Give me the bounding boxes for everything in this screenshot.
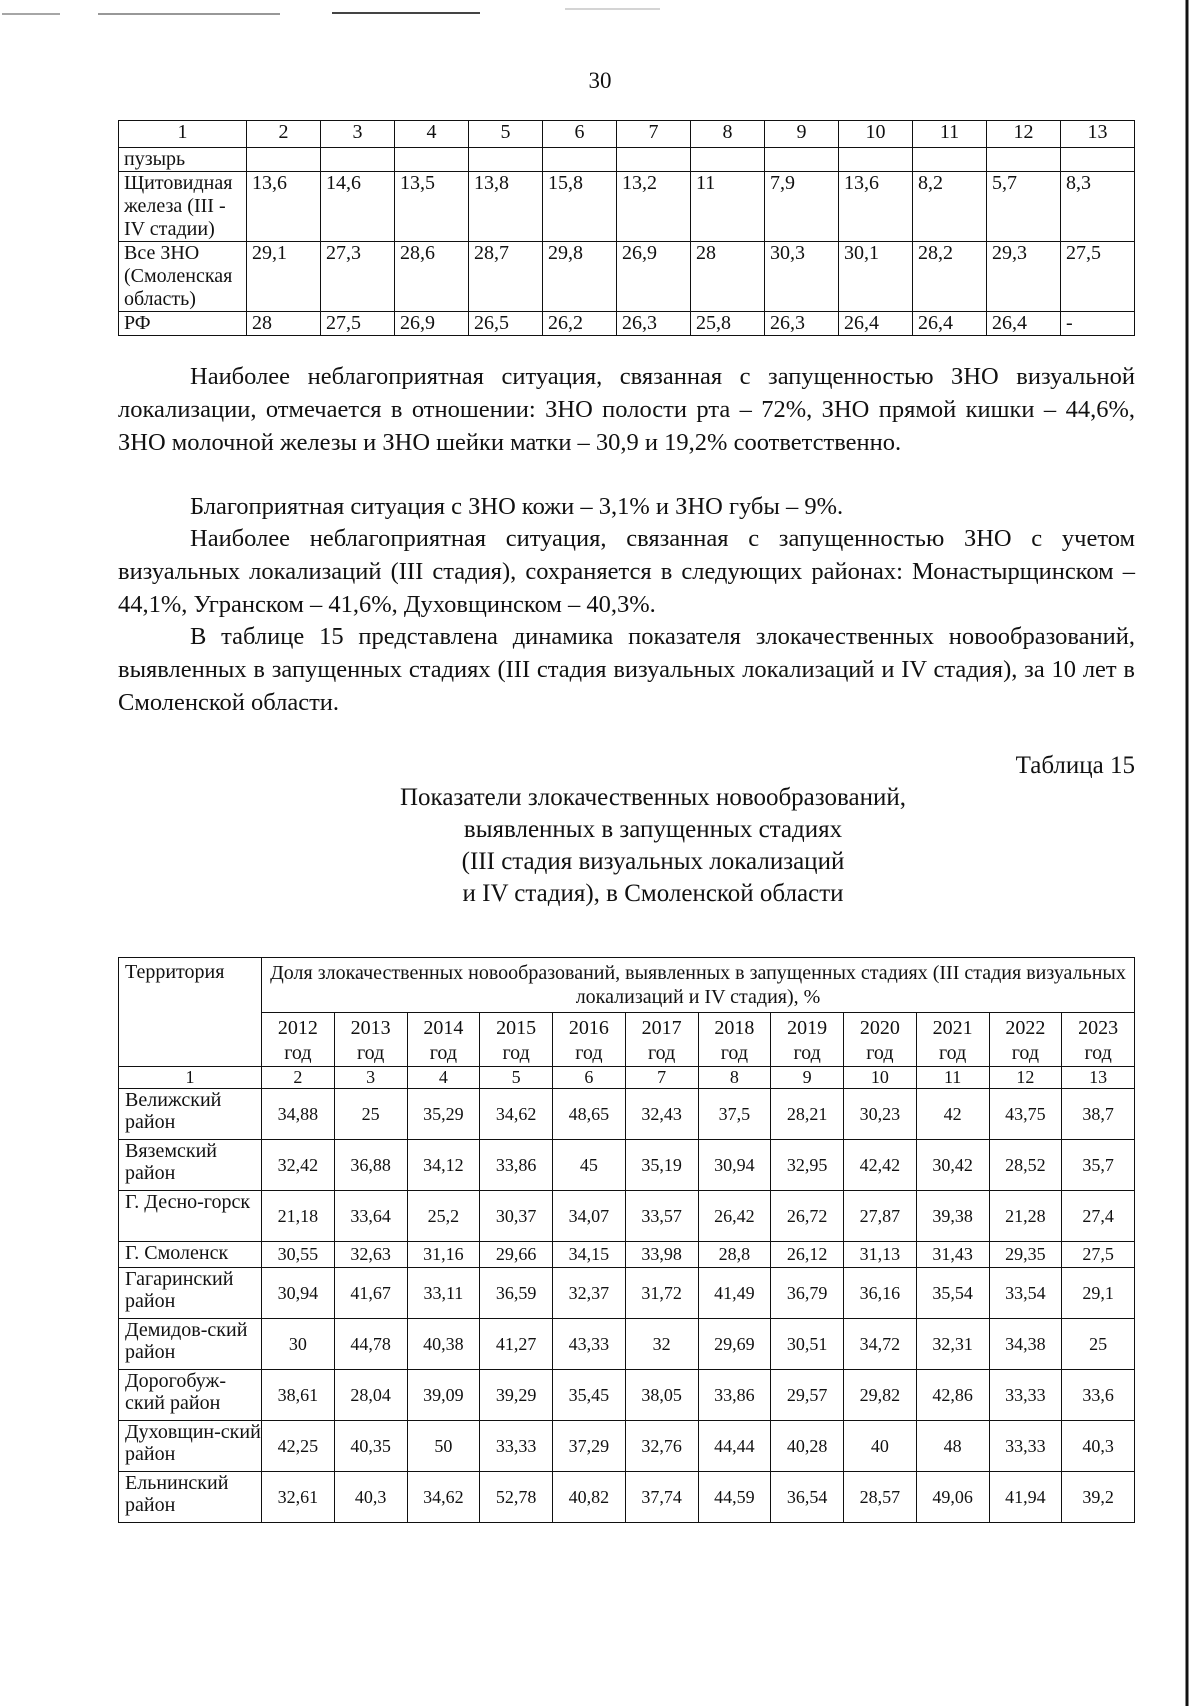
table-cell: 27,5 (1062, 1242, 1135, 1268)
table-cell: 15,8 (543, 172, 617, 242)
table-cell: 32,63 (334, 1242, 407, 1268)
table-cell: 27,5 (1061, 242, 1135, 312)
table-cell: 43,75 (989, 1089, 1062, 1140)
table-cell: 39,29 (480, 1370, 553, 1421)
territory-name: Вяземский район (119, 1140, 262, 1191)
table-cell (247, 148, 321, 172)
territory-name: Духовщин-ский район (119, 1421, 262, 1472)
table-row (119, 1089, 1135, 1140)
table-cell: 32,43 (625, 1089, 698, 1140)
table-cell: 31,43 (916, 1242, 989, 1268)
table-cell: 36,54 (771, 1472, 844, 1523)
column-number: 7 (625, 1067, 698, 1089)
table-cell: 28,2 (913, 242, 987, 312)
row-label: РФ (119, 312, 247, 336)
table-header-cell: 13 (1061, 121, 1135, 148)
table-cell: 13,6 (247, 172, 321, 242)
table-cell: 26,4 (839, 312, 913, 336)
table-cell: 21,28 (989, 1191, 1062, 1242)
table-cell: 30,1 (839, 242, 913, 312)
table-cell: 13,2 (617, 172, 691, 242)
table-15 (118, 957, 1135, 1523)
table-cell: 33,86 (480, 1140, 553, 1191)
table-cell: 36,79 (771, 1268, 844, 1319)
table-cell: 31,72 (625, 1268, 698, 1319)
table-cell: 29,1 (1062, 1268, 1135, 1319)
table-cell: 48,65 (553, 1089, 626, 1140)
table-row (119, 1319, 1135, 1370)
table-label: Таблица 15 (1015, 752, 1135, 779)
year-header: 2015 год (480, 1013, 553, 1067)
table-cell: 40,3 (1062, 1421, 1135, 1472)
table-cell: 33,33 (989, 1421, 1062, 1472)
table-cell: 37,74 (625, 1472, 698, 1523)
table-cell: 29,35 (989, 1242, 1062, 1268)
territory-name: Ельнинский район (119, 1472, 262, 1523)
table-cell: 30,37 (480, 1191, 553, 1242)
table-cell: 41,94 (989, 1472, 1062, 1523)
table-cell: 26,3 (617, 312, 691, 336)
column-number: 3 (334, 1067, 407, 1089)
table-cell: 29,69 (698, 1319, 771, 1370)
table-cell: 45 (553, 1140, 626, 1191)
table-cell: 33,6 (1062, 1370, 1135, 1421)
table-cell: 31,16 (407, 1242, 480, 1268)
table-cell: 40,82 (553, 1472, 626, 1523)
table-cell (765, 148, 839, 172)
table-cell: 26,12 (771, 1242, 844, 1268)
table-cell: 26,4 (913, 312, 987, 336)
table-cell: 28,21 (771, 1089, 844, 1140)
table-header-cell: 11 (913, 121, 987, 148)
table-cell: 26,2 (543, 312, 617, 336)
table-header-cell: 7 (617, 121, 691, 148)
table-cell: 40 (844, 1421, 917, 1472)
table-cell: 38,61 (262, 1370, 335, 1421)
table-cell: 28,8 (698, 1242, 771, 1268)
table-cell: 28 (247, 312, 321, 336)
table-row (119, 1140, 1135, 1191)
table-header-cell: 5 (469, 121, 543, 148)
column-number: 1 (119, 1067, 262, 1089)
table-cell: 8,2 (913, 172, 987, 242)
table-cell: 26,3 (765, 312, 839, 336)
table-cell (691, 148, 765, 172)
column-number: 9 (771, 1067, 844, 1089)
table-cell: 38,05 (625, 1370, 698, 1421)
table-cell: 25 (1062, 1319, 1135, 1370)
table-cell (617, 148, 691, 172)
table-cell: - (1061, 312, 1135, 336)
table-cell: 34,07 (553, 1191, 626, 1242)
table-cell (987, 148, 1061, 172)
table-cell: 26,9 (395, 312, 469, 336)
table-header-cell: 10 (839, 121, 913, 148)
table-cell: 34,88 (262, 1089, 335, 1140)
table-cell: 37,5 (698, 1089, 771, 1140)
table-cell: 32 (625, 1319, 698, 1370)
table-cell: 35,54 (916, 1268, 989, 1319)
table-cell: 28,7 (469, 242, 543, 312)
column-number: 12 (989, 1067, 1062, 1089)
table-cell: 30,3 (765, 242, 839, 312)
row-label: Щитовидная железа (III - IV стадии) (119, 172, 247, 242)
table-cell: 38,7 (1062, 1089, 1135, 1140)
table-cell (913, 148, 987, 172)
table-cell: 35,29 (407, 1089, 480, 1140)
table-row (119, 1370, 1135, 1421)
year-header: 2019 год (771, 1013, 844, 1067)
table-cell: 44,44 (698, 1421, 771, 1472)
table-cell: 36,59 (480, 1268, 553, 1319)
table-cell: 35,19 (625, 1140, 698, 1191)
year-header: 2017 год (625, 1013, 698, 1067)
column-number: 8 (698, 1067, 771, 1089)
year-header: 2012 год (262, 1013, 335, 1067)
table-cell: 40,28 (771, 1421, 844, 1472)
table-cell: 30,42 (916, 1140, 989, 1191)
table-cell: 42 (916, 1089, 989, 1140)
year-header: 2014 год (407, 1013, 480, 1067)
column-number: 2 (262, 1067, 335, 1089)
table-cell: 37,29 (553, 1421, 626, 1472)
table-row (119, 1242, 1135, 1268)
table-cell: 44,78 (334, 1319, 407, 1370)
table-header-cell: 8 (691, 121, 765, 148)
table-cell: 33,57 (625, 1191, 698, 1242)
table-cell: 34,12 (407, 1140, 480, 1191)
table-cell: 32,95 (771, 1140, 844, 1191)
table-header-cell: 3 (321, 121, 395, 148)
table-cell: 34,62 (407, 1472, 480, 1523)
table-header-cell: 2 (247, 121, 321, 148)
table-cell (839, 148, 913, 172)
table-cell: 26,9 (617, 242, 691, 312)
table-cell: 33,64 (334, 1191, 407, 1242)
table-cell: 33,98 (625, 1242, 698, 1268)
table-cell: 26,72 (771, 1191, 844, 1242)
table-cell: 25,8 (691, 312, 765, 336)
table-cell: 44,59 (698, 1472, 771, 1523)
row-label: Все ЗНО (Смоленская область) (119, 242, 247, 312)
table-cell: 28,04 (334, 1370, 407, 1421)
table-cell: 33,33 (480, 1421, 553, 1472)
table-cell: 8,3 (1061, 172, 1135, 242)
table-cell: 26,4 (987, 312, 1061, 336)
table-header-cell: 12 (987, 121, 1061, 148)
table-row (119, 1268, 1135, 1319)
territory-name: Г. Смоленск (119, 1242, 262, 1268)
territory-name: Велижский район (119, 1089, 262, 1140)
table-cell (543, 148, 617, 172)
year-header: 2018 год (698, 1013, 771, 1067)
table-cell: 13,6 (839, 172, 913, 242)
table-title: Показатели злокачественных новообразований, выявленных в запущенных стадиях (III стадия визуальных локализаций и IV стадия), в Смоленской области (400, 784, 906, 907)
table-cell: 49,06 (916, 1472, 989, 1523)
table-cell: 14,6 (321, 172, 395, 242)
column-number: 13 (1062, 1067, 1135, 1089)
table-cell: 41,27 (480, 1319, 553, 1370)
year-header: 2022 год (989, 1013, 1062, 1067)
table-cell: 40,35 (334, 1421, 407, 1472)
table-cell: 43,33 (553, 1319, 626, 1370)
year-header: 2021 год (916, 1013, 989, 1067)
table-row (119, 1421, 1135, 1472)
scan-artifact-top (0, 0, 1200, 30)
table-cell: 27,4 (1062, 1191, 1135, 1242)
table-cell: 25,2 (407, 1191, 480, 1242)
table-cell: 29,66 (480, 1242, 553, 1268)
year-header-row (119, 1013, 1135, 1067)
table-header-cell: 1 (119, 121, 247, 148)
table-cell (395, 148, 469, 172)
table-cell: 34,15 (553, 1242, 626, 1268)
table-cell: 27,5 (321, 312, 395, 336)
table-row (119, 1191, 1135, 1242)
column-number: 5 (480, 1067, 553, 1089)
table-row (119, 1472, 1135, 1523)
table-cell: 21,18 (262, 1191, 335, 1242)
table-cell: 41,67 (334, 1268, 407, 1319)
table-cell: 36,16 (844, 1268, 917, 1319)
table-cell: 5,7 (987, 172, 1061, 242)
column-number: 11 (916, 1067, 989, 1089)
table-cell: 40,3 (334, 1472, 407, 1523)
table-cell: 30 (262, 1319, 335, 1370)
table-row (119, 148, 1135, 172)
table-cell: 35,45 (553, 1370, 626, 1421)
table-cell: 42,42 (844, 1140, 917, 1191)
table-header-cell: 4 (395, 121, 469, 148)
year-header: 2023 год (1062, 1013, 1135, 1067)
table-cell: 39,09 (407, 1370, 480, 1421)
table-cell: 35,7 (1062, 1140, 1135, 1191)
table-cell (469, 148, 543, 172)
table-cell: 33,86 (698, 1370, 771, 1421)
table-cell: 50 (407, 1421, 480, 1472)
page-number: 30 (588, 68, 612, 93)
paragraph: Наиболее неблагоприятная ситуация, связанная с запущенностью ЗНО с учетом визуальных локализаций (III стадия), сохраняется в следующих районах: Монастырщинском – 44,1%, Угранском – 41,6%, Духовщинском – 40,3%. (118, 525, 1135, 618)
territory-name: Демидов-ский район (119, 1319, 262, 1370)
table-cell: 30,94 (262, 1268, 335, 1319)
table-row (119, 242, 1135, 312)
table-cell: 32,37 (553, 1268, 626, 1319)
table-cell: 42,86 (916, 1370, 989, 1421)
table-cell: 27,87 (844, 1191, 917, 1242)
table-cell: 28,6 (395, 242, 469, 312)
territory-name: Гагаринский район (119, 1268, 262, 1319)
table-cell: 25 (334, 1089, 407, 1140)
column-number: 4 (407, 1067, 480, 1089)
table-header-cell: 9 (765, 121, 839, 148)
table-header-row (119, 958, 1135, 1013)
territory-header: Территория (119, 958, 262, 1067)
column-number: 6 (553, 1067, 626, 1089)
row-label: пузырь (119, 148, 247, 172)
table-cell: 11 (691, 172, 765, 242)
table-cell: 28 (691, 242, 765, 312)
paragraph: Благоприятная ситуация с ЗНО кожи – 3,1% и ЗНО губы – 9%. (190, 493, 844, 520)
table-cell: 26,42 (698, 1191, 771, 1242)
table-cell: 32,31 (916, 1319, 989, 1370)
year-header: 2013 год (334, 1013, 407, 1067)
table-cell: 30,23 (844, 1089, 917, 1140)
table-header-row (119, 121, 1135, 148)
table-cell: 32,61 (262, 1472, 335, 1523)
table-cell: 28,52 (989, 1140, 1062, 1191)
table-cell: 29,3 (987, 242, 1061, 312)
table-cell: 29,1 (247, 242, 321, 312)
table-cell (1061, 148, 1135, 172)
column-number: 10 (844, 1067, 917, 1089)
table-cell: 52,78 (480, 1472, 553, 1523)
table-cell: 31,13 (844, 1242, 917, 1268)
paragraph: В таблице 15 представлена динамика показателя злокачественных новообразований, выявленных в запущенных стадиях (III стадия визуальных локализаций и IV стадия), за 10 лет в Смоленской области. (118, 623, 1135, 716)
table-cell: 29,8 (543, 242, 617, 312)
table-cell: 33,54 (989, 1268, 1062, 1319)
table-cell: 13,8 (469, 172, 543, 242)
table-row (119, 172, 1135, 242)
table-cell: 7,9 (765, 172, 839, 242)
table-cell: 27,3 (321, 242, 395, 312)
table-cell: 29,57 (771, 1370, 844, 1421)
group-header: Доля злокачественных новообразований, выявленных в запущенных стадиях (III стадия визуальных локализаций и IV стадия), % (262, 958, 1135, 1013)
table-cell: 30,94 (698, 1140, 771, 1191)
table-cell: 32,42 (262, 1140, 335, 1191)
table-cell: 34,72 (844, 1319, 917, 1370)
territory-name: Дорогобуж-ский район (119, 1370, 262, 1421)
table-cell: 33,33 (989, 1370, 1062, 1421)
year-header: 2020 год (844, 1013, 917, 1067)
table-continuation (118, 120, 1135, 336)
table-cell: 48 (916, 1421, 989, 1472)
table-cell: 29,82 (844, 1370, 917, 1421)
table-cell: 30,55 (262, 1242, 335, 1268)
table-cell: 41,49 (698, 1268, 771, 1319)
table-cell: 39,2 (1062, 1472, 1135, 1523)
table-cell: 26,5 (469, 312, 543, 336)
paragraph: Наиболее неблагоприятная ситуация, связанная с запущенностью ЗНО визуальной локализации, отмечается в отношении: ЗНО полости рта – 72%, ЗНО прямой кишки – 44,6%, ЗНО молочной железы и ЗНО шейки матки – 30,9 и 19,2% соответственно. (118, 363, 1135, 456)
table-cell: 36,88 (334, 1140, 407, 1191)
table-cell: 30,51 (771, 1319, 844, 1370)
column-number-row (119, 1067, 1135, 1089)
table-cell: 40,38 (407, 1319, 480, 1370)
table-row (119, 312, 1135, 336)
table-cell: 42,25 (262, 1421, 335, 1472)
table-cell: 34,62 (480, 1089, 553, 1140)
table-cell: 34,38 (989, 1319, 1062, 1370)
table-cell (321, 148, 395, 172)
territory-name: Г. Десно-горск (119, 1191, 262, 1242)
table-header-cell: 6 (543, 121, 617, 148)
year-header: 2016 год (553, 1013, 626, 1067)
table-cell: 33,11 (407, 1268, 480, 1319)
table-cell: 28,57 (844, 1472, 917, 1523)
table-cell: 13,5 (395, 172, 469, 242)
table-cell: 39,38 (916, 1191, 989, 1242)
table-cell: 32,76 (625, 1421, 698, 1472)
